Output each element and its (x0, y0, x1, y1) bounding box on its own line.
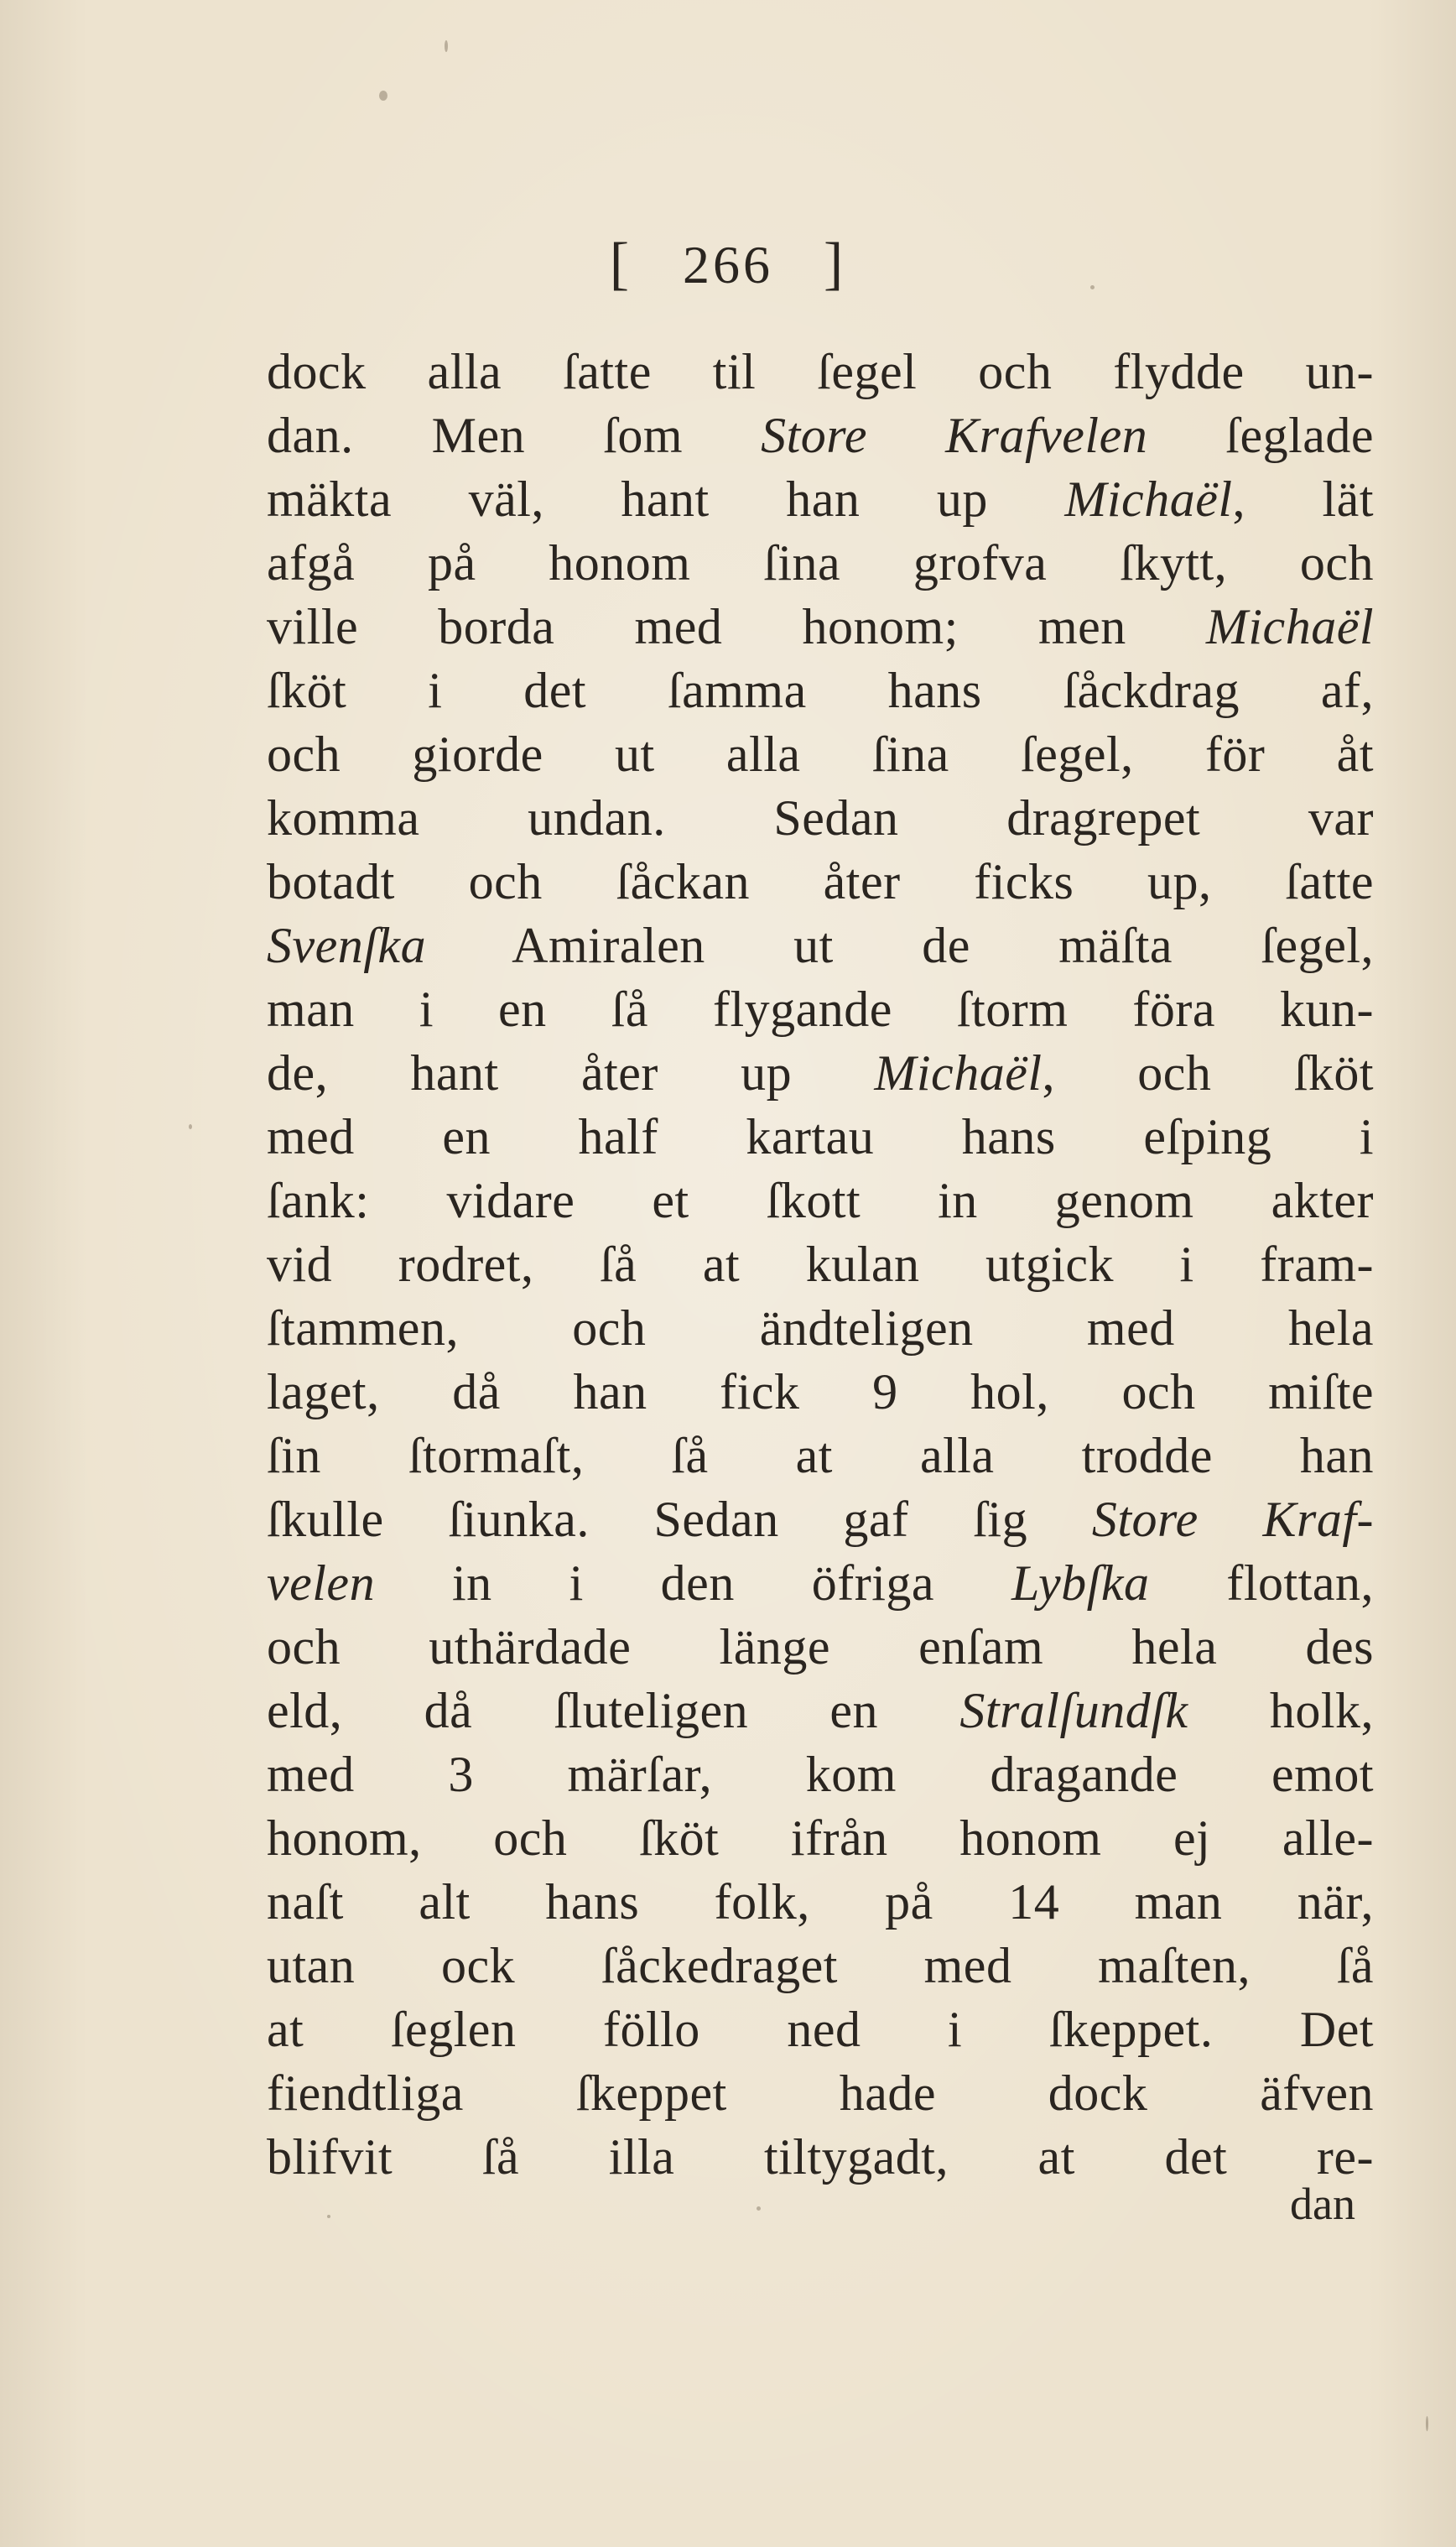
text-segment: mäkta väl, hant han up (267, 471, 1065, 527)
header-bracket-open: [ (609, 232, 632, 296)
text-segment: med en half kartau hans eſping i (267, 1109, 1374, 1164)
italic-text: Store Kraf- (1091, 1492, 1374, 1547)
page-number: 266 (683, 235, 773, 294)
italic-text: Stralſundſk (959, 1683, 1188, 1738)
paper-speck (1426, 2416, 1428, 2431)
italic-text: Michaël (1064, 471, 1233, 527)
text-line (267, 914, 1374, 977)
text-line (267, 2061, 1374, 2125)
text-line (267, 2125, 1374, 2189)
text-line (267, 1424, 1374, 1487)
text-line (267, 1551, 1374, 1615)
paper-speck (445, 40, 448, 52)
paper-speck (379, 91, 387, 101)
text-segment: man i en ſå flygande ſtorm föra kun- (267, 982, 1374, 1037)
text-segment: flottan, (1149, 1555, 1375, 1611)
text-line (267, 659, 1374, 722)
text-segment: at ſeglen föllo ned i ſkeppet. Det (267, 2002, 1374, 2057)
italic-text: Michaël (874, 1045, 1043, 1101)
text-segment: Amiralen ut de mäſta ſegel, (426, 918, 1374, 973)
text-line (267, 467, 1374, 531)
text-segment: komma undan. Sedan dragrepet var (267, 790, 1374, 846)
text-segment: in i den öfriga (375, 1555, 1011, 1611)
text-line (267, 1105, 1374, 1169)
text-segment: ſeglade (1147, 408, 1375, 463)
text-segment: blifvit ſå illa tiltygadt, at det re- (267, 2129, 1374, 2185)
text-line (267, 404, 1374, 467)
text-segment: dock alla ſatte til ſegel och flydde un- (267, 344, 1374, 399)
text-segment: vid rodret, ſå at kulan utgick i fram- (267, 1237, 1374, 1292)
text-segment: ſtammen, och ändteligen med hela (267, 1300, 1374, 1356)
text-segment: afgå på honom ſina grofva ſkytt, och (267, 535, 1374, 591)
text-segment: de, hant åter up (267, 1045, 875, 1101)
text-line (267, 722, 1374, 786)
text-segment: med 3 märſar, kom dragande emot (267, 1747, 1374, 1802)
text-segment: , och ſköt (1042, 1045, 1374, 1101)
text-segment: och uthärdade länge enſam hela des (267, 1619, 1374, 1675)
text-segment: botadt och ſåckan åter ficks up, ſatte (267, 854, 1374, 909)
text-line (267, 1679, 1374, 1742)
text-line (267, 1742, 1374, 1806)
text-line (267, 1934, 1374, 1997)
text-segment: , lät (1232, 471, 1374, 527)
header-bracket-close: ] (824, 232, 847, 296)
text-segment: ſköt i det ſamma hans ſåckdrag af, (267, 663, 1374, 718)
text-line (267, 1232, 1374, 1296)
paper-speck (327, 2215, 330, 2218)
paper-speck (1090, 285, 1095, 289)
text-line (267, 786, 1374, 850)
text-line (267, 1870, 1374, 1934)
text-line (267, 1169, 1374, 1232)
text-line (267, 531, 1374, 595)
text-line (267, 1296, 1374, 1360)
text-line (267, 340, 1374, 404)
text-segment: laget, då han fick 9 hol, och miſte (267, 1364, 1374, 1419)
italic-text: Store Krafvelen (761, 408, 1148, 463)
text-segment: ſank: vidare et ſkott in genom akter (267, 1173, 1374, 1228)
italic-text: Lybſka (1011, 1555, 1150, 1611)
page-header (0, 232, 1456, 296)
text-segment: holk, (1188, 1683, 1374, 1738)
text-segment: utan ock ſåckedraget med maſten, ſå (267, 1938, 1374, 1993)
text-segment: honom, och ſköt ifrån honom ej alle- (267, 1810, 1374, 1866)
text-line (267, 977, 1374, 1041)
text-segment: ſin ſtormaſt, ſå at alla trodde han (267, 1428, 1374, 1483)
text-segment: ville borda med honom; men (267, 599, 1206, 654)
text-line (267, 595, 1374, 659)
italic-text: Svenſka (267, 918, 427, 973)
paper-speck (757, 2206, 761, 2211)
italic-text: velen (267, 1555, 376, 1611)
text-line (267, 850, 1374, 914)
text-line (267, 1487, 1374, 1551)
text-segment: och giorde ut alla ſina ſegel, för åt (267, 727, 1374, 782)
text-segment: eld, då ſluteligen en (267, 1683, 960, 1738)
italic-text: Michaël (1205, 599, 1374, 654)
text-line (267, 1997, 1374, 2061)
text-line (267, 1806, 1374, 1870)
catchword: dan (1290, 2179, 1355, 2229)
text-segment: fiendtliga ſkeppet hade dock äfven (267, 2065, 1374, 2121)
text-line (267, 1615, 1374, 1679)
body-text (267, 340, 1374, 2189)
text-segment: naſt alt hans folk, på 14 man när, (267, 1874, 1374, 1930)
text-segment: dan. Men ſom (267, 408, 762, 463)
text-line (267, 1360, 1374, 1424)
paper-speck (189, 1124, 192, 1129)
text-line (267, 1041, 1374, 1105)
text-segment: ſkulle ſiunka. Sedan gaf ſig (267, 1492, 1092, 1547)
